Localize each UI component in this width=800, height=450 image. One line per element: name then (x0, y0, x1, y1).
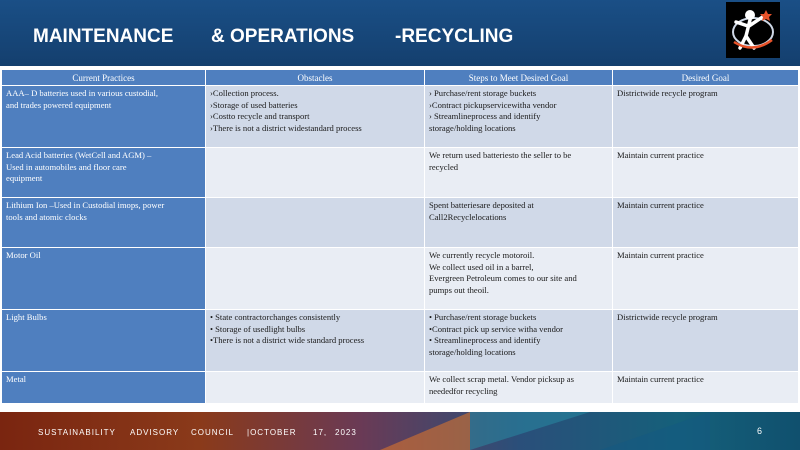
practice-line: Metal (6, 374, 27, 384)
steps-cell (425, 148, 613, 198)
steps-cell (425, 86, 613, 148)
obstacle-line: • Storage of usedlight bulbs (210, 323, 306, 334)
practice-cell (2, 310, 206, 372)
table-row (2, 310, 799, 372)
page-number: 6 (757, 426, 763, 436)
obstacles-cell (206, 198, 425, 248)
practice-cell (2, 86, 206, 148)
sustainability-logo-icon (726, 2, 780, 58)
goal-cell (613, 310, 799, 372)
footer-day: 17, (313, 428, 328, 437)
step-line: neededfor recycling (429, 385, 498, 396)
table-row (2, 372, 799, 404)
goal-line: Maintain current practice (617, 150, 704, 160)
goal-cell (613, 372, 799, 404)
step-line: •Contract pick up service witha vendor (429, 323, 564, 334)
header-desired-goal: Desired Goal (613, 70, 799, 86)
obstacles-cell (206, 372, 425, 404)
title-part-operations: & OPERATIONS (211, 26, 355, 47)
practice-cell (2, 372, 206, 404)
slide-header (0, 0, 800, 66)
footer-sustainability: SUSTAINABILITY (38, 428, 116, 437)
goal-line: Districtwide recycle program (617, 312, 718, 322)
footer-council: COUNCIL (191, 428, 235, 437)
steps-cell (425, 248, 613, 310)
footer-advisory: ADVISORY (130, 428, 180, 437)
table-row (2, 86, 799, 148)
table-header-row (2, 70, 799, 86)
step-line: We currently recycle motoroil. (429, 250, 535, 260)
footer-month: |OCTOBER (247, 428, 297, 437)
practice-line: Motor Oil (6, 250, 41, 260)
obstacles-cell (206, 310, 425, 372)
practice-line: Light Bulbs (6, 312, 47, 322)
step-line: recycled (429, 161, 459, 172)
step-line: • Streamlineprocess and identify (429, 335, 541, 346)
practice-line: Lead Acid batteries (WetCell and AGM) – (6, 150, 152, 160)
goal-line: Maintain current practice (617, 200, 704, 210)
goal-line: Maintain current practice (617, 374, 704, 384)
step-line: › Streamlineprocess and identify (429, 111, 541, 122)
obstacles-cell (206, 148, 425, 198)
step-line: › Purchase/rent storage buckets (429, 88, 537, 98)
practice-line: tools and atomic clocks (6, 211, 87, 222)
practice-cell (2, 148, 206, 198)
header-current-practices: Current Practices (2, 70, 206, 86)
title-part-recycling: -RECYCLING (395, 26, 514, 47)
step-line: Call2Recyclelocations (429, 211, 507, 222)
goal-cell (613, 86, 799, 148)
step-line: We collect scrap metal. Vendor picksup as (429, 374, 574, 384)
step-line: storage/holding locations (429, 346, 516, 357)
practice-cell (2, 198, 206, 248)
title-part-maintenance: MAINTENANCE (33, 26, 174, 47)
step-line: storage/holding locations (429, 122, 516, 133)
table-row (2, 248, 799, 310)
practice-line: Lithium Ion –Used in Custodial imops, power (6, 200, 165, 210)
obstacles-cell (206, 248, 425, 310)
step-line: Spent batteriesare deposited at (429, 200, 534, 210)
practice-cell (2, 248, 206, 310)
steps-cell (425, 198, 613, 248)
header-steps: Steps to Meet Desired Goal (425, 70, 613, 86)
practice-line: AAA– D batteries used in various custodial, (6, 88, 159, 98)
obstacle-line: ›There is not a district widestandard process (210, 122, 362, 133)
table-row (2, 148, 799, 198)
slide-footer (0, 412, 800, 450)
goal-cell (613, 198, 799, 248)
obstacle-line: ›Storage of used batteries (210, 99, 298, 110)
footer-year: 2023 (335, 428, 357, 437)
obstacle-line: ›Costto recycle and transport (210, 111, 310, 122)
obstacle-line: ›Collection process. (210, 88, 279, 98)
obstacles-cell (206, 86, 425, 148)
step-line: pumps out theoil. (429, 284, 489, 295)
step-line: We return used batteriesto the seller to be (429, 150, 572, 160)
step-line: • Purchase/rent storage buckets (429, 312, 537, 322)
goal-line: Maintain current practice (617, 250, 704, 260)
step-line: ›Contract pickupservicewitha vendor (429, 99, 557, 110)
obstacle-line: •There is not a district wide standard process (210, 335, 365, 346)
goal-cell (613, 148, 799, 198)
goal-cell (613, 248, 799, 310)
practice-line: and trades powered equipment (6, 99, 112, 110)
obstacle-line: • State contractorchanges consistently (210, 312, 341, 322)
steps-cell (425, 310, 613, 372)
practice-line: equipment (6, 173, 43, 184)
goal-line: Districtwide recycle program (617, 88, 718, 98)
practice-line: Used in automobiles and floor care (6, 161, 127, 172)
recycling-table (1, 69, 799, 404)
step-line: We collect used oil in a barrel, (429, 261, 534, 272)
header-obstacles: Obstacles (206, 70, 425, 86)
table-row (2, 198, 799, 248)
steps-cell (425, 372, 613, 404)
step-line: Evergreen Petroleum comes to our site and (429, 273, 577, 284)
